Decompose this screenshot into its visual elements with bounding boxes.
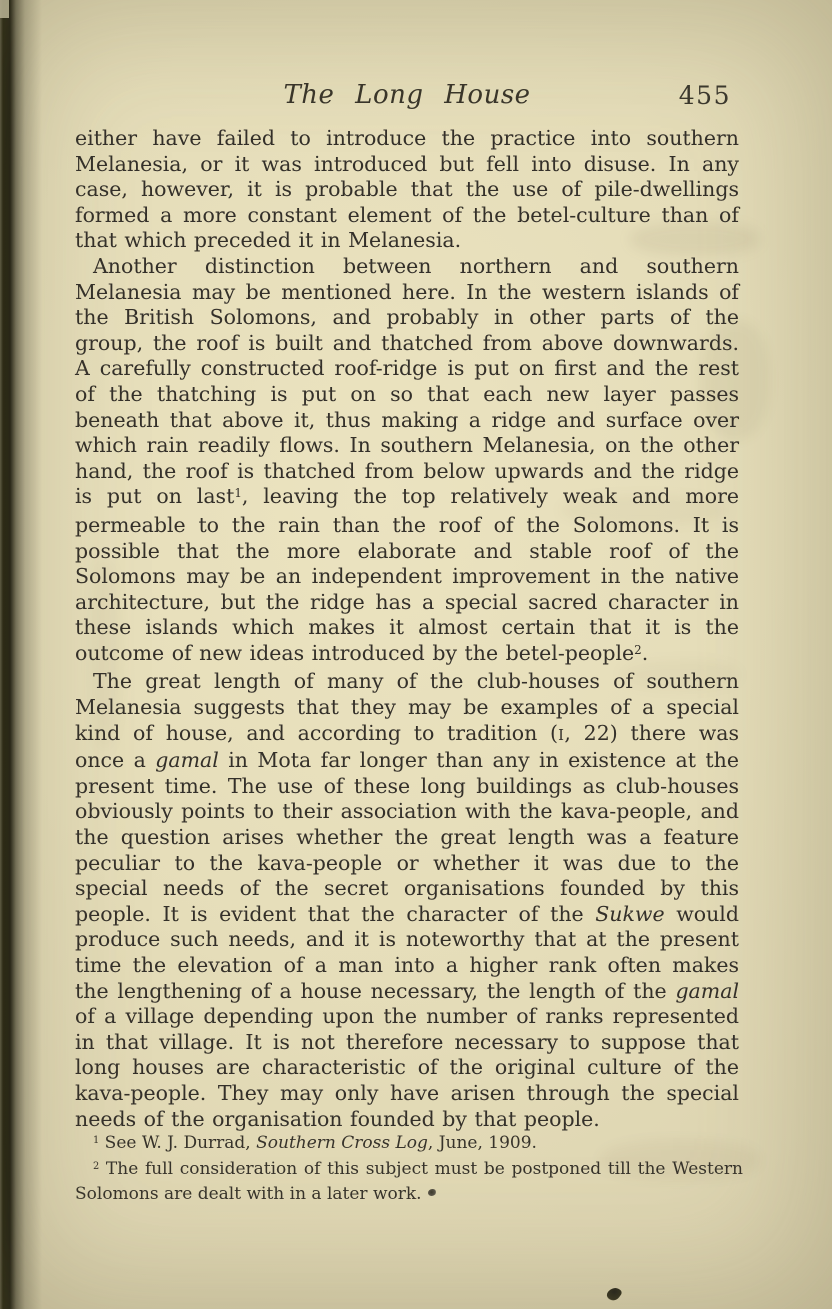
paragraph (75, 254, 739, 670)
footnote-segment: See W. J. Durrad, (99, 1133, 257, 1153)
paragraph-segment: The great length of many of the club-houses of southern Melanesia suggests that they may be examples of a special kind of house, and according to tradition ( (75, 669, 739, 745)
footnote-marker: 1 (93, 1135, 100, 1147)
footnote-ref-2: 2 (634, 642, 642, 657)
page-title: The Long House (283, 80, 531, 110)
paragraph-segment: of a village depending upon the number of ranks represented in that village. It is not therefore necessary to suppose that long houses are characteristic of the original culture of the kava-people. They may only have arisen through the special needs of the organisation founded by that people. (75, 1004, 739, 1131)
footnotes (75, 1132, 743, 1206)
ink-speck (605, 1285, 623, 1303)
page-number: 455 (678, 81, 731, 110)
paragraph-segment: in Mota far longer than any in existence at the present time. The use of these long buildings as club-houses obviously points to their association with the kava-people, and the question arises whether the great length was a feature peculiar to the kava-people or whether it was due to the special needs of the secret organisations founded by this people. It is evident that the character of the (75, 748, 739, 926)
paragraph-segment: Another distinction between northern and southern Melanesia may be mentioned here. In the western islands of the British Solomons, and probably in other parts of the group, the roof is built and thatched from above downwards. A carefully constructed roof-ridge is put on first and the rest of the thatching is put on so that each new layer passes beneath that above it, thus making a ridge and surface over which rain readily flows. In southern Melanesia, on the other hand, the roof is thatched from below upwards and the ridge is put on last (75, 253, 739, 509)
italic-term: Sukwe (595, 901, 665, 926)
footnote-marker: 2 (93, 1160, 100, 1172)
paragraph (75, 669, 739, 1132)
italic-title: Southern Cross Log (256, 1133, 428, 1153)
footnote (75, 1158, 743, 1206)
paragraph-segment: . (641, 640, 649, 665)
body-text (75, 126, 739, 1132)
footnote-segment: , June, 1909. (427, 1133, 537, 1153)
paragraph-segment: , 22) there was once a (75, 720, 739, 773)
volume-reference: I (558, 726, 565, 744)
italic-term: gamal (155, 748, 219, 773)
paragraph (75, 126, 739, 254)
paragraph-segment: would produce such needs, and it is noteworthy that at the present time the elevation of a man into a higher rank often makes the lengthening of a house necessary, the length of the (75, 901, 739, 1003)
footnote (75, 1132, 743, 1158)
paragraph-segment: either have failed to introduce the practice into southern Melanesia, or it was introduced but fell into disuse. In any case, however, it is probable that the use of pile-dwellings formed a more constant element of the betel-culture than of that which preceded it in Melanesia. (75, 126, 739, 253)
paragraph-segment: , leaving the top relatively weak and more permeable to the rain than the roof of the Solomons. It is possible that the more elaborate and stable roof of the Solomons may be an independent improvement in the native architecture, but the ridge has a special sacred character in these islands which makes it almost certain that it is the outcome of new ideas introduced by the betel-people (75, 484, 739, 665)
scan-corner-artifact (0, 0, 9, 18)
footnote-segment: The full consideration of this subject must be postponed till the Western Solomons are dealt with in a later work. (75, 1158, 743, 1204)
binding-shadow (0, 0, 42, 1309)
running-head (75, 80, 739, 112)
italic-term: gamal (675, 978, 739, 1003)
footnote-ref-1: 1 (234, 486, 242, 501)
